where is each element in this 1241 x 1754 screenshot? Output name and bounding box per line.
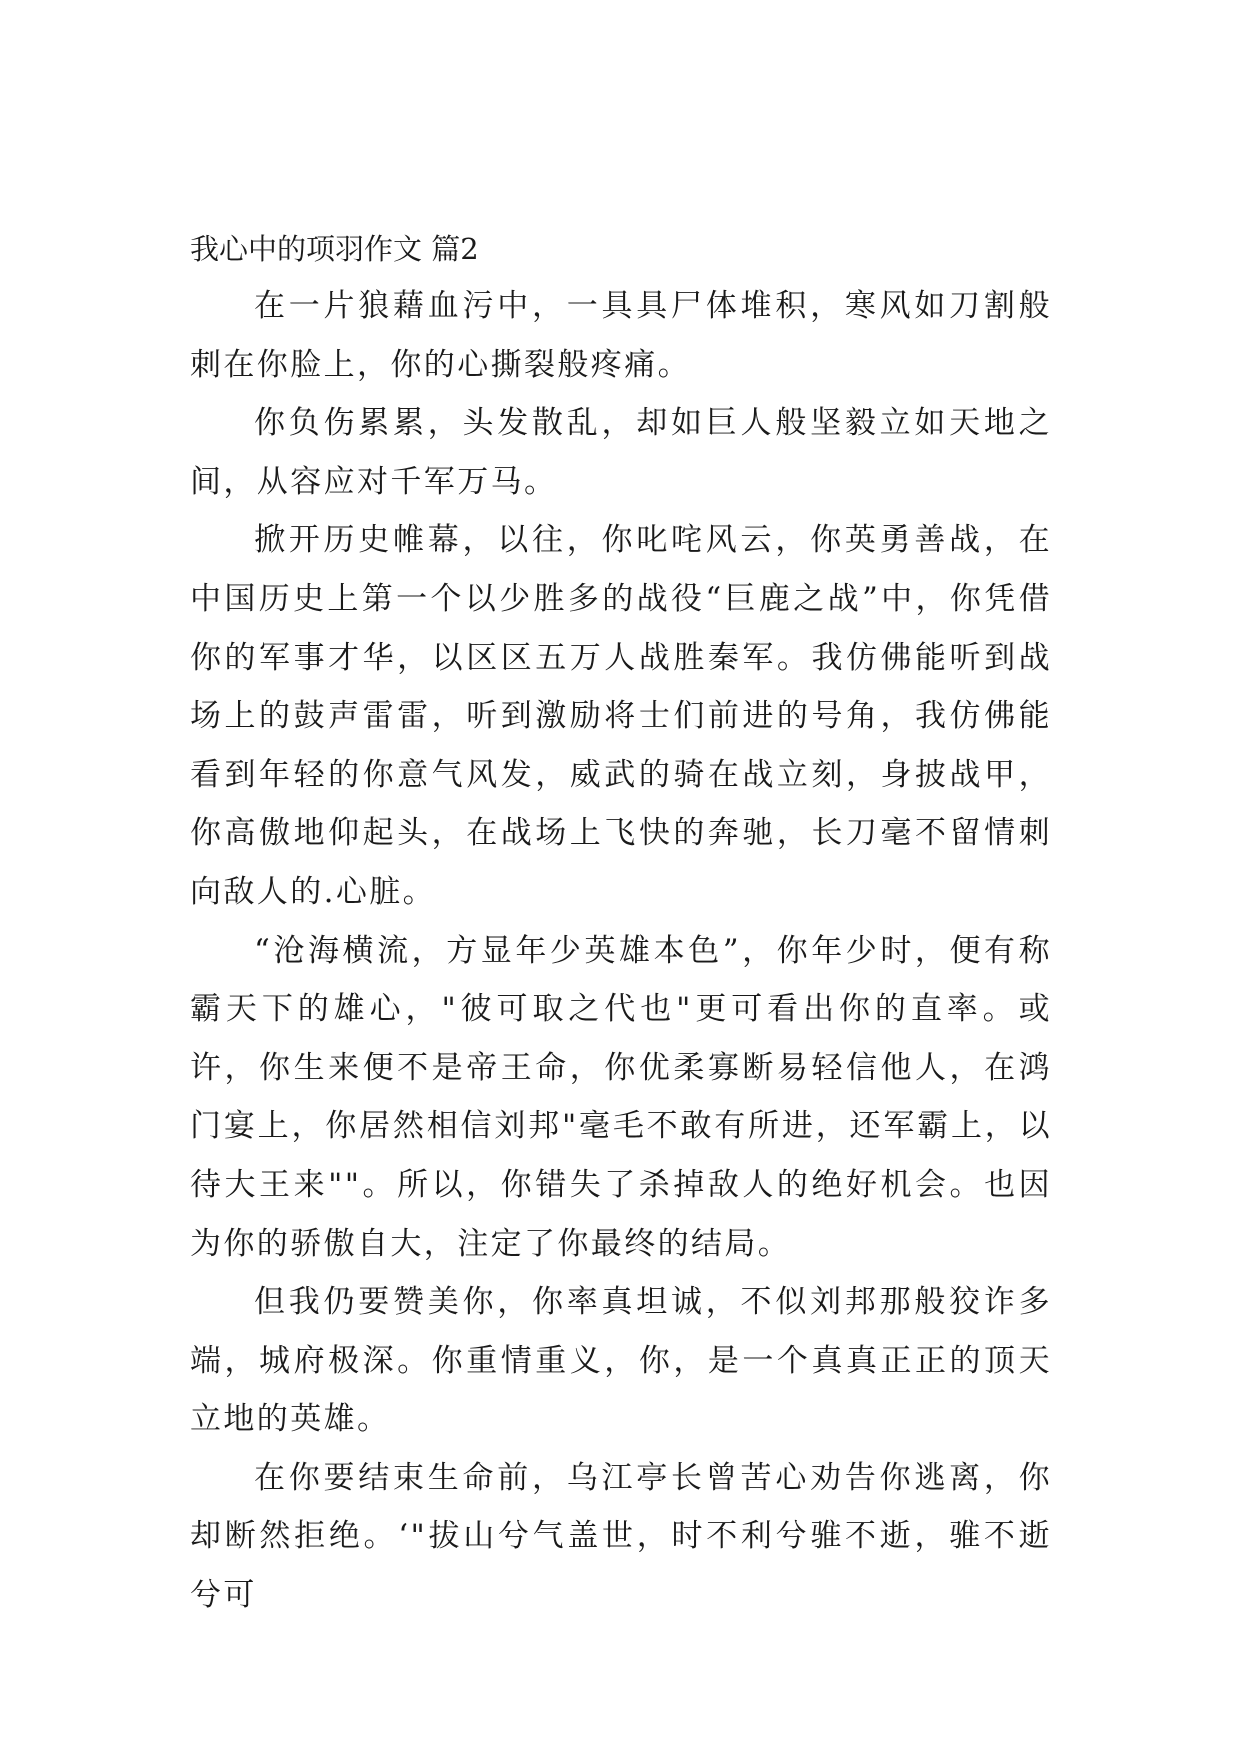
document-title: 我心中的项羽作文 篇2 xyxy=(190,232,479,266)
paragraph-1: 在一片狼藉血污中，一具具尸体堆积，寒风如刀割般刺在你脸上，你的心撕裂般疼痛。 xyxy=(190,288,1052,383)
paragraph-6: 在你要结束生命前，乌江亭长曾苦心劝告你逃离，你却断然拒绝。‘"拔山兮气盖世，时不利兮骓不逝，骓不逝兮可 xyxy=(190,1459,1052,1614)
document-page xyxy=(190,221,1052,1625)
paragraph-4: “沧海横流，方显年少英雄本色”，你年少时，便有称霸天下的雄心，"彼可取之代也"更可看出你的直率。或许，你生来便不是帝王命，你优柔寡断易轻信他人，在鸿门宴上，你居然相信刘邦"毫毛不敢有所进，还军霸上，以待大王来""。所以，你错失了杀掉敌人的绝好机会。也因为你的骄傲自大，注定了你最终的结局。 xyxy=(190,932,1052,1262)
paragraph-3: 掀开历史帷幕，以往，你叱咤风云，你英勇善战，在中国历史上第一个以少胜多的战役“巨鹿之战”中，你凭借你的军事才华，以区区五万人战胜秦军。我仿佛能听到战场上的鼓声雷雷，听到激励将士们前进的号角，我仿佛能看到年轻的你意气风发，威武的骑在战立刻，身披战甲，你高傲地仰起头，在战场上飞快的奔驰，长刀毫不留情刺向敌人的.心脏。 xyxy=(190,522,1052,910)
paragraph-2: 你负伤累累，头发散乱，却如巨人般坚毅立如天地之间，从容应对千军万马。 xyxy=(190,405,1052,500)
paragraph-5: 但我仍要赞美你，你率真坦诚，不似刘邦那般狡诈多端，城府极深。你重情重义，你，是一个真真正正的顶天立地的英雄。 xyxy=(190,1284,1052,1438)
